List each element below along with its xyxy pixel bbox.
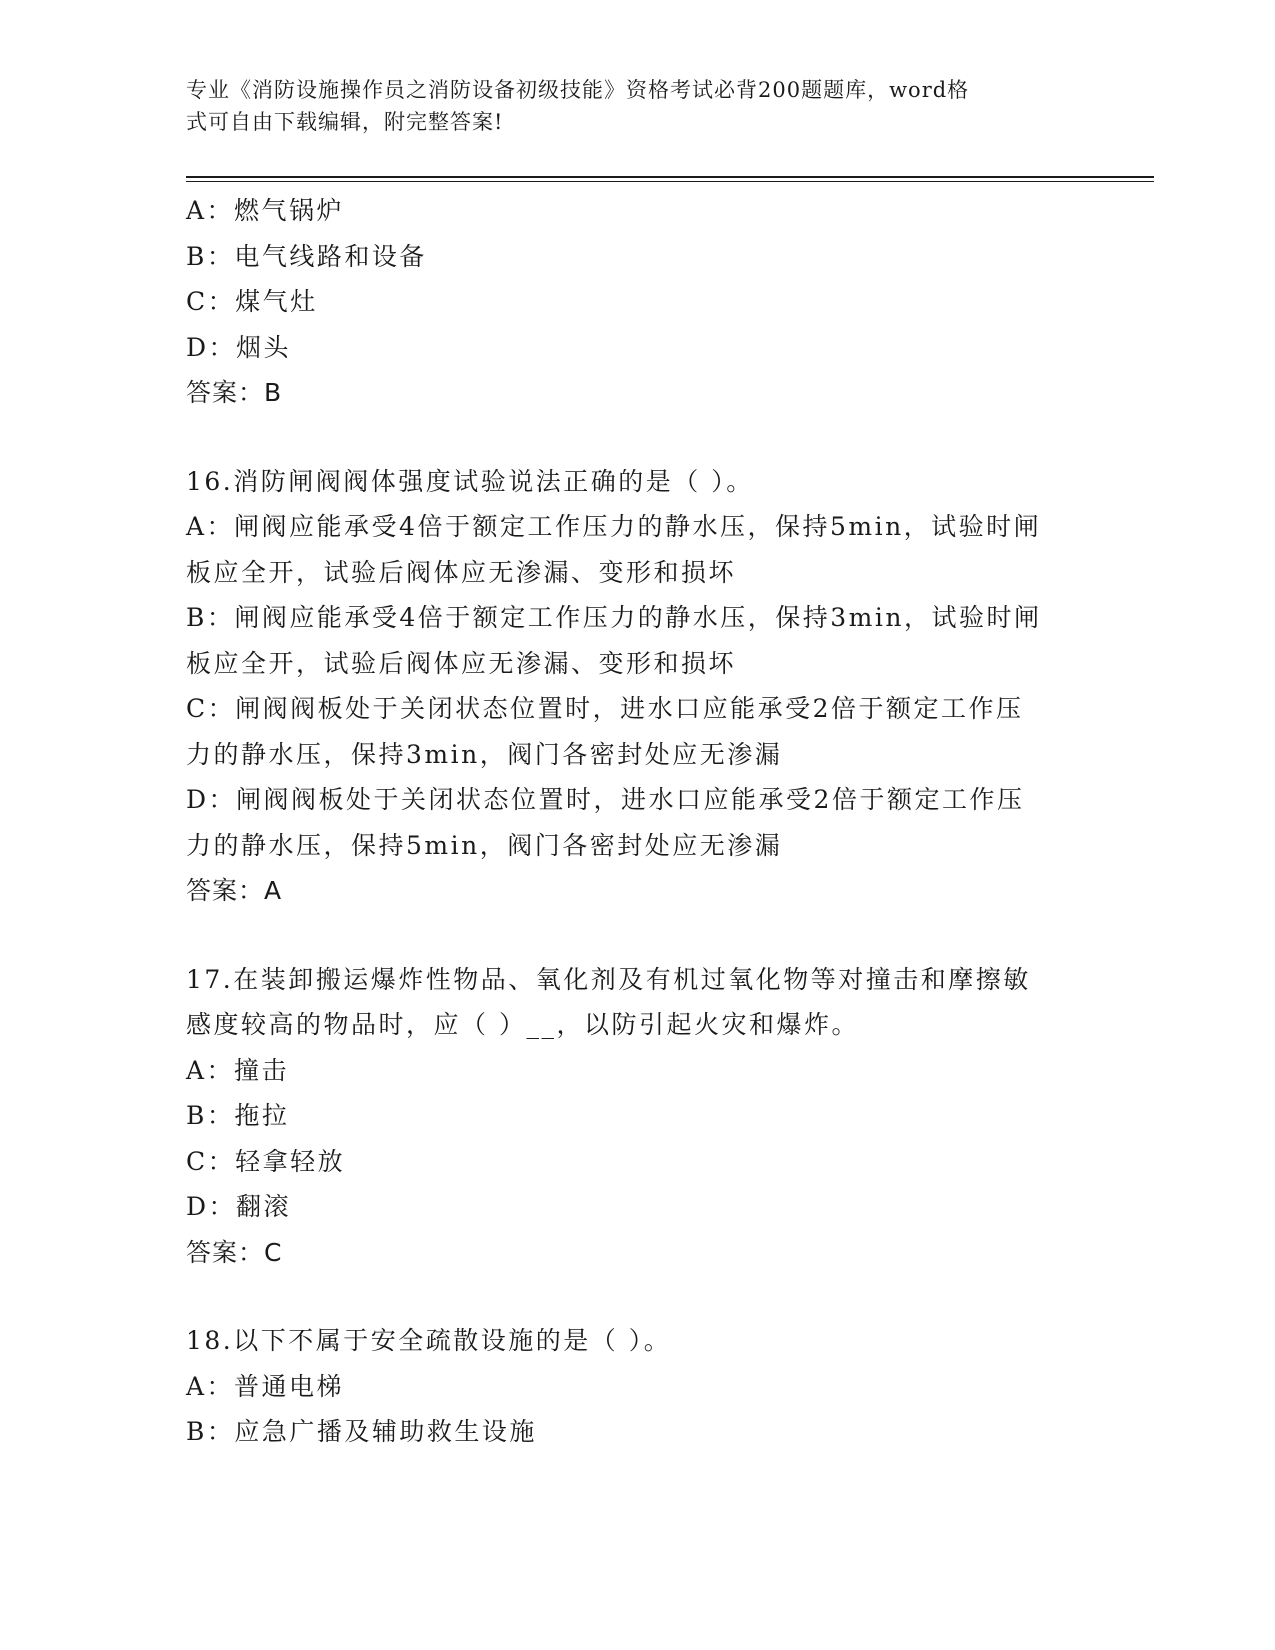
question-17: [186, 957, 1086, 1276]
option-d: D：闸阀阀板处于关闭状态位置时，进水口应能承受2倍于额定工作压: [186, 785, 1025, 814]
option-c: C：煤气灶: [186, 287, 318, 316]
option-d: D：翻滚: [186, 1192, 292, 1221]
answer: 答案：B: [186, 378, 283, 407]
option-a-cont: 板应全开，试验后阀体应无渗漏、变形和损坏: [186, 557, 737, 587]
question-list: [186, 188, 1086, 1455]
option-c: C：轻拿轻放: [186, 1146, 346, 1176]
header-line-2: 式可自由下载编辑，附完整答案!: [186, 110, 504, 134]
question-18: [186, 1318, 1086, 1455]
spacer: [186, 1275, 1086, 1318]
option-d: D：烟头: [186, 332, 292, 362]
question-16: [186, 459, 1086, 914]
spacer: [186, 914, 1086, 957]
option-a: A：燃气锅炉: [186, 196, 345, 225]
question-stem: 18.以下不属于安全疏散设施的是（ ）。: [186, 1326, 672, 1355]
option-a: A：普通电梯: [186, 1371, 345, 1401]
header-divider-thick: [186, 176, 1154, 178]
question-stem: 17.在装卸搬运爆炸性物品、氧化剂及有机过氧化物等对撞击和摩擦敏: [186, 964, 1031, 994]
option-c-cont: 力的静水压，保持3min，阀门各密封处应无渗漏: [186, 739, 783, 769]
spacer: [186, 416, 1086, 459]
header-divider-thin: [186, 181, 1154, 182]
document-header: [186, 74, 1066, 138]
option-a: A：撞击: [186, 1055, 290, 1085]
option-b: B：闸阀应能承受4倍于额定工作压力的静水压，保持3min，试验时闸: [186, 603, 1042, 632]
option-a: A：闸阀应能承受4倍于额定工作压力的静水压，保持5min，试验时闸: [186, 512, 1042, 541]
option-b: B：电气线路和设备: [186, 241, 427, 271]
option-b-cont: 板应全开，试验后阀体应无渗漏、变形和损坏: [186, 648, 737, 678]
answer: 答案：C: [186, 1237, 283, 1267]
option-d-cont: 力的静水压，保持5min，阀门各密封处应无渗漏: [186, 830, 783, 860]
question-15: [186, 188, 1086, 416]
question-stem: 16.消防闸阀阀体强度试验说法正确的是（ ）。: [186, 466, 754, 496]
option-b: B：应急广播及辅助救生设施: [186, 1417, 537, 1446]
header-line-1: 专业《消防设施操作员之消防设备初级技能》资格考试必背200题题库，word格: [186, 78, 970, 102]
option-b: B：拖拉: [186, 1101, 290, 1130]
option-c: C：闸阀阀板处于关闭状态位置时，进水口应能承受2倍于额定工作压: [186, 694, 1024, 723]
answer: 答案：A: [186, 876, 283, 905]
question-stem-cont: 感度较高的物品时，应（ ）__，以防引起火灾和爆炸。: [186, 1010, 859, 1039]
